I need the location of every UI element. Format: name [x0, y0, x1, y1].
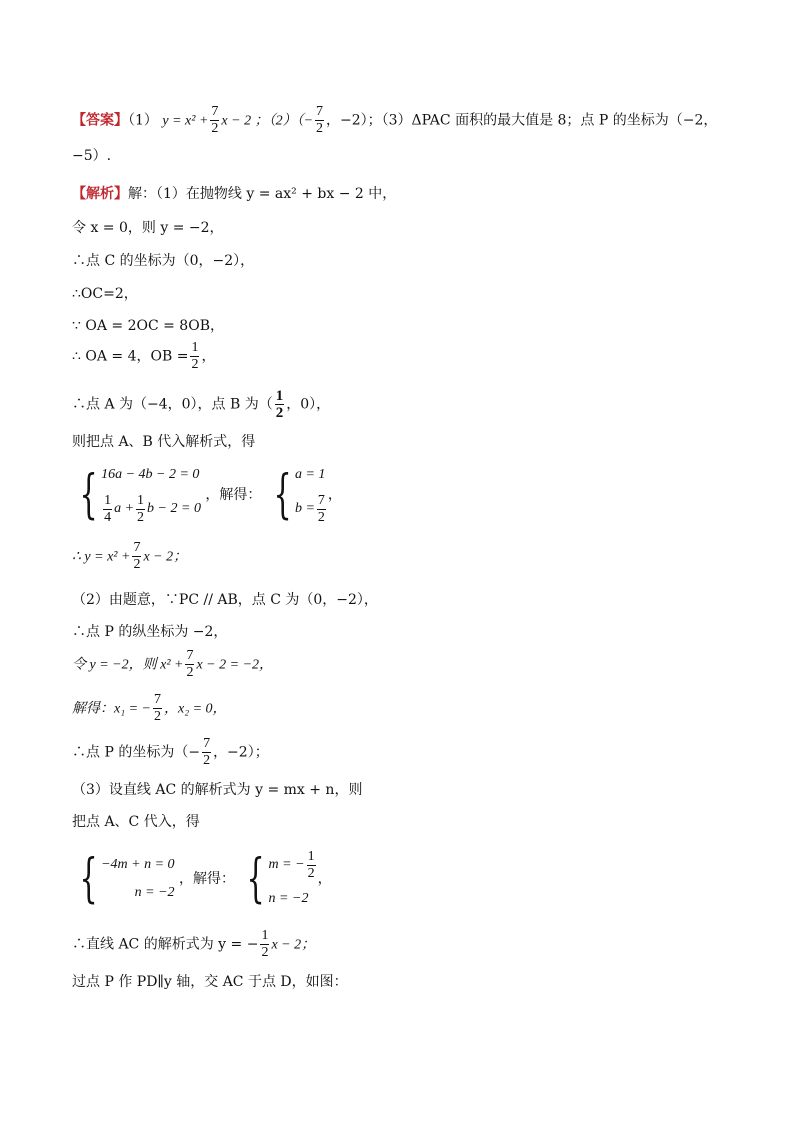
- solution2-tail: ，: [317, 871, 332, 887]
- solve-label: ，解得：: [179, 871, 235, 887]
- line14-post: ，x₂ = 0，: [163, 701, 227, 717]
- system2-row2: n = −2: [134, 885, 175, 900]
- solution1-tail: ，: [327, 487, 342, 503]
- equation-system-1: { 16a − 4b − 2 = 0 $\frac{1}{4}$ a + $\frac{1}{2}$ b − 2 = 0: [72, 462, 201, 528]
- analysis-tag: 【解析】: [72, 186, 128, 202]
- line6-pre: ∴ OA = 4，OB =: [72, 348, 189, 365]
- fraction-7-2: $\frac{7}{2}$: [211, 104, 219, 136]
- line15-pre: ∴点 P 的坐标为（−: [72, 744, 201, 761]
- line10-post: x − 2；: [143, 549, 188, 565]
- answer-eq1-pre: y = x² +: [162, 113, 209, 129]
- analysis-line-10: [72, 540, 754, 573]
- fraction-1-2: $\frac{1}{2}$: [261, 928, 269, 960]
- analysis-line-12: ∴点 P 的纵坐标为 −2，: [72, 624, 228, 640]
- line7-pre: ∴点 A 为（−4，0），点 B 为（: [72, 396, 273, 413]
- part1-label: （1）: [128, 112, 158, 129]
- system1-row1: 16a − 4b − 2 = 0: [101, 467, 200, 482]
- line7-post: ，0），: [286, 396, 331, 413]
- solution2-row2: n = −2: [268, 891, 309, 906]
- analysis-line-4: ∴OC=2，: [72, 286, 138, 302]
- fraction-7-2: $\frac{7}{2}$: [133, 540, 141, 572]
- equation-system-2: { −4m + n = 0 n = −2: [79, 849, 175, 909]
- system2-row1: −4m + n = 0: [101, 857, 175, 872]
- fraction-1-2: $\frac{1}{2}$: [137, 492, 145, 525]
- analysis-line-13: [72, 648, 754, 681]
- solve-label: ，解得：: [205, 487, 262, 503]
- solution-system-1: { a = 1 b = $\frac{7}{2}$: [266, 462, 328, 528]
- fraction-7-2: $\frac{7}{2}$: [316, 104, 324, 136]
- line6-post: ，: [201, 348, 216, 365]
- line19-post: x − 2；: [271, 937, 316, 953]
- answer-eq1-post: x − 2 ；（2）（−: [221, 113, 314, 129]
- analysis-line-15: [72, 736, 754, 769]
- equation-system-1-line: [72, 462, 754, 528]
- solution1-row2: b = $\frac{7}{2}$: [294, 492, 325, 525]
- analysis-line-16: （3）设直线 AC 的解析式为 y = mx + n，则: [72, 782, 363, 798]
- line15-post: ，−2）；: [213, 744, 269, 761]
- solution1-row1: a = 1: [294, 467, 326, 482]
- solution-system-2: { m = − $\frac{1}{2}$ n = −2: [239, 846, 317, 912]
- equation-system-2-line: [72, 846, 754, 912]
- analysis-line-1: [72, 184, 754, 204]
- analysis-text: 解：（1）在抛物线 y = ax² + bx − 2 中，: [128, 186, 397, 202]
- line14-pre: 解得：x₁ = −: [72, 701, 151, 717]
- fraction-7-2: $\frac{7}{2}$: [317, 492, 325, 525]
- analysis-line-7: [72, 388, 754, 421]
- system1-row2: $\frac{1}{4}$ a + $\frac{1}{2}$ b − 2 = 0: [104, 492, 201, 525]
- line13-pre: 令 y = −2，则 x² +: [72, 657, 184, 673]
- fraction-7-2: $\frac{7}{2}$: [203, 736, 211, 768]
- analysis-line-14: [72, 692, 754, 725]
- answer-tag: 【答案】: [72, 112, 128, 129]
- line13-post: x − 2 = −2，: [196, 657, 274, 673]
- fraction-7-2: $\frac{7}{2}$: [153, 692, 161, 724]
- solution2-row1: m = − $\frac{1}{2}$: [268, 848, 315, 881]
- analysis-line-8: 则把点 A、B 代入解析式，得: [72, 434, 256, 450]
- analysis-line-2: 令 x = 0，则 y = −2，: [72, 220, 224, 236]
- analysis-line-11: （2）由题意，∵PC // AB，点 C 为（0，−2），: [72, 592, 378, 608]
- analysis-line-17: 把点 A、C 代入，得: [72, 814, 200, 830]
- fraction-1-4: $\frac{1}{4}$: [104, 492, 112, 525]
- analysis-line-6: [72, 340, 754, 373]
- answer-p2-post: ，−2）；（3）ΔPAC 面积的最大值是 8；点 P 的坐标为（−2，: [326, 112, 718, 129]
- analysis-line-5: ∵ OA = 2OC = 8OB，: [72, 318, 224, 334]
- fraction-1-2: $\frac{1}{2}$: [191, 340, 199, 372]
- fraction-1-2: $\frac{1}{2}$: [307, 848, 315, 881]
- line19-pre: ∴直线 AC 的解析式为 y = −: [72, 936, 259, 953]
- fraction-7-2: $\frac{7}{2}$: [186, 648, 194, 680]
- line10-pre: ∴ y = x² +: [72, 549, 131, 565]
- analysis-line-20: 过点 P 作 PD∥y 轴，交 AC 于点 D，如图：: [72, 974, 348, 990]
- answer-line: [72, 104, 754, 137]
- analysis-line-19: [72, 928, 754, 961]
- analysis-line-3: ∴点 C 的坐标为（0，−2），: [72, 253, 255, 269]
- answer-continuation: −5）.: [72, 148, 112, 164]
- fraction-1-2-bold: $\frac{1}{2}$: [275, 388, 284, 421]
